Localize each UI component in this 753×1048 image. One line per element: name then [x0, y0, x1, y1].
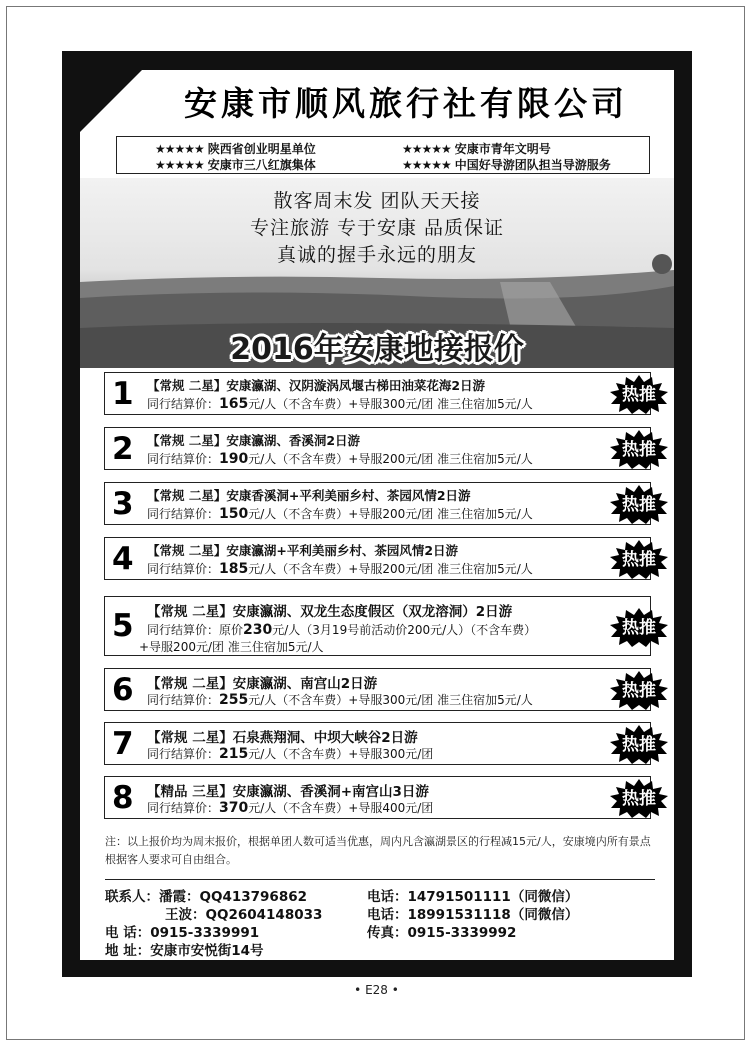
address-row: 地 址：安康市安悦街14号 [105, 943, 264, 959]
svg-text:热推: 热推 [622, 495, 656, 515]
honor-1: ★★★★★ 陕西省创业明星单位 [155, 142, 316, 156]
contact-qq: QQ413796862 [199, 889, 307, 905]
tour-price: 370 [219, 800, 249, 816]
hot-badge-icon [608, 778, 670, 818]
tour-item-7 [104, 722, 656, 765]
tour-number: 4 [112, 541, 134, 577]
tour-number: 7 [112, 726, 134, 762]
tour-title: 【精品 三星】安康瀛湖、香溪洞+南宫山3日游 [147, 784, 429, 800]
hot-badge-icon [608, 724, 670, 764]
hero-banner [80, 178, 674, 368]
tour-number: 8 [112, 780, 134, 816]
svg-text:热推: 热推 [622, 735, 656, 755]
tour-price: 190 [219, 451, 249, 467]
honor-4: ★★★★★ 中国好导游团队担当导游服务 [402, 158, 611, 172]
tour-number: 1 [112, 376, 134, 412]
tour-price-line: 同行结算价：255元/人（不含车费）+导服300元/团 准三住宿加5元/人 [147, 692, 533, 708]
tour-item-3 [104, 482, 656, 525]
tour-item-6 [104, 668, 656, 711]
tour-price: 230 [243, 622, 273, 638]
pricing-note: 注：以上报价均为周末报价，根据单团人数可适当优惠，周内凡含瀛湖景区的行程减15元/人，安康境内所有景点根据客人要求可自由组合。 [105, 835, 651, 866]
slogan-2: 专注旅游 专于安康 品质保证 [249, 217, 505, 239]
hot-badge-icon [608, 670, 670, 710]
headline: 2016年安康地接报价 [230, 332, 524, 367]
tour-title: 【常规 二星】安康瀛湖、双龙生态度假区（双龙溶洞）2日游 [147, 604, 513, 620]
tour-price-line: 同行结算价：190元/人（不含车费）+导服200元/团 准三住宿加5元/人 [147, 451, 533, 467]
tour-title: 【常规 二星】安康瀛湖、南宫山2日游 [147, 676, 378, 692]
telephone-row: 电 话：0915-3339991 [105, 925, 260, 941]
svg-text:热推: 热推 [622, 550, 656, 570]
company-title: 安康市顺风旅行社有限公司 [184, 84, 628, 123]
contact-block [105, 879, 655, 959]
hot-badge-icon [608, 539, 670, 579]
tour-item-8 [104, 776, 656, 819]
tour-item-4 [104, 537, 656, 580]
tour-number: 6 [112, 672, 134, 708]
page-number: • E28 • [354, 983, 399, 997]
contact-phone-2: 电话：18991531118（同微信） [367, 907, 579, 923]
svg-text:热推: 热推 [622, 385, 656, 405]
tour-price-line: 同行结算价：150元/人（不含车费）+导服200元/团 准三住宿加5元/人 [147, 506, 533, 522]
contact-row-1: 联系人：潘霞：QQ413796862 [105, 889, 307, 905]
tour-title: 【常规 二星】安康瀛湖、香溪洞2日游 [147, 433, 361, 448]
five-stars-icon: ★★★★★ [155, 158, 204, 172]
tour-number: 5 [112, 608, 134, 644]
contact-qq: QQ2604148033 [205, 907, 323, 923]
tour-price-line: 同行结算价：165元/人（不含车费）+导服300元/团 准三住宿加5元/人 [147, 396, 533, 412]
tour-price-line: 同行结算价：215元/人（不含车费）+导服300元/团 [147, 746, 434, 762]
svg-text:热推: 热推 [622, 681, 656, 701]
tour-item-5 [104, 596, 656, 656]
slogan-3: 真诚的握手永远的朋友 [276, 244, 477, 266]
svg-text:热推: 热推 [622, 440, 656, 460]
five-stars-icon: ★★★★★ [402, 142, 451, 156]
hot-badge-icon [608, 607, 670, 647]
contact-phone-1: 电话：14791501111（同微信） [367, 889, 579, 905]
tour-price-line: 同行结算价：370元/人（不含车费）+导服400元/团 [147, 800, 434, 816]
hot-badge-icon [608, 374, 670, 414]
corner-cut [80, 70, 142, 132]
tour-price: 255 [219, 692, 249, 708]
tour-price-line-2: +导服200元/团 准三住宿加5元/人 [139, 640, 324, 654]
tour-title: 【常规 二星】安康瀛湖、汉阴漩涡凤堰古梯田油菜花海2日游 [147, 378, 486, 393]
svg-text:热推: 热推 [622, 789, 656, 809]
tour-number: 2 [112, 431, 134, 467]
svg-text:热推: 热推 [622, 618, 656, 638]
tour-price-line: 同行结算价：原价230元/人（3月19号前活动价200元/人）（不含车费） [147, 622, 537, 638]
honors-box [116, 136, 650, 174]
five-stars-icon: ★★★★★ [155, 142, 204, 156]
five-stars-icon: ★★★★★ [402, 158, 451, 172]
tour-price: 165 [219, 396, 249, 412]
slogan-1: 散客周末发 团队天天接 [273, 190, 481, 212]
tour-item-2 [104, 427, 656, 470]
tour-price-line: 同行结算价：185元/人（不含车费）+导服200元/团 准三住宿加5元/人 [147, 561, 533, 577]
tour-title: 【常规 二星】安康香溪洞+平利美丽乡村、茶园风情2日游 [147, 488, 471, 503]
tour-price: 185 [219, 561, 249, 577]
hot-badge-icon [608, 429, 670, 469]
flyer [80, 70, 674, 960]
tour-number: 3 [112, 486, 134, 522]
tour-price: 215 [219, 746, 249, 762]
hot-badge-icon [608, 484, 670, 524]
honor-2: ★★★★★ 安康市青年文明号 [402, 142, 551, 156]
fax-row: 传真：0915-3339992 [367, 925, 517, 941]
tour-price: 150 [219, 506, 249, 522]
tour-title: 【常规 二星】石泉燕翔洞、中坝大峡谷2日游 [147, 730, 418, 746]
tour-item-1 [104, 372, 656, 415]
contact-row-2: 王波：QQ2604148033 [165, 907, 323, 923]
honor-3: ★★★★★ 安康市三八红旗集体 [155, 158, 316, 172]
tour-title: 【常规 二星】安康瀛湖+平利美丽乡村、茶园风情2日游 [147, 543, 459, 558]
